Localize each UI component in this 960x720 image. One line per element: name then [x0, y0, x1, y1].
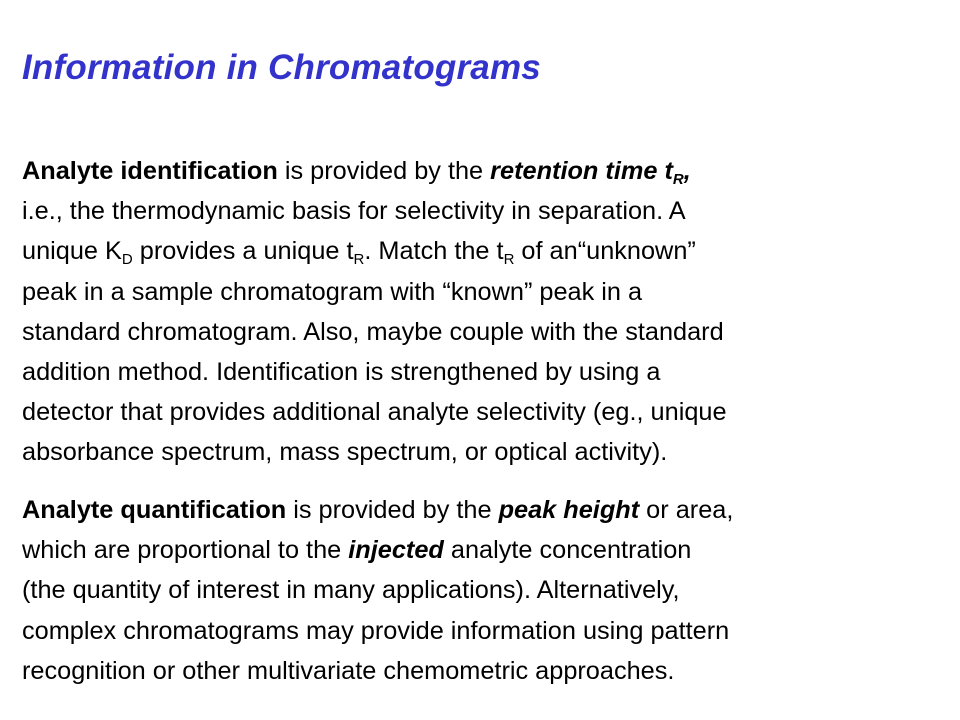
subscript: R [503, 251, 515, 269]
text-run: is provided by the [277, 157, 491, 185]
text-line: complex chromatograms may provide information using pattern [22, 616, 730, 645]
text-run: which are proportional to the [22, 536, 349, 565]
text-run: retention time t [490, 157, 673, 185]
text-line: (the quantity of interest in many applications). Alternatively, [22, 576, 680, 605]
injected-term: injected [348, 536, 444, 565]
text-run: provides a unique t [132, 237, 354, 266]
subscript: R [672, 171, 684, 188]
text-line: absorbance spectrum, mass spectrum, or optical activity). [22, 438, 668, 467]
text-run: . Match the t [364, 237, 504, 266]
analyte-quantification-term: Analyte quantification [22, 496, 287, 524]
text-line: standard chromatogram. Also, maybe couple with the standard [22, 317, 724, 346]
text-line: addition method. Identification is strengthened by using a [22, 358, 661, 387]
text-line [22, 490, 952, 530]
quantification-paragraph [22, 490, 952, 691]
text-line: peak in a sample chromatogram with “known” peak in a [22, 277, 643, 306]
text-line: detector that provides additional analyte selectivity (eg., unique [22, 398, 727, 427]
text-line [22, 151, 952, 191]
text-run: of an“unknown” [514, 237, 696, 266]
text-line: recognition or other multivariate chemometric approaches. [22, 656, 675, 685]
identification-paragraph [22, 151, 952, 473]
retention-time-term [490, 157, 691, 188]
text-run: , [683, 157, 691, 185]
analyte-identification-term: Analyte identification [22, 157, 278, 185]
text-run: is provided by the [286, 496, 499, 524]
subscript: R [353, 251, 365, 269]
text-line [22, 231, 952, 271]
text-line [22, 530, 952, 570]
slide-title: Information in Chromatograms [22, 48, 541, 87]
peak-height-term: peak height [498, 496, 640, 524]
text-run: analyte concentration [443, 536, 692, 565]
text-run: unique K [22, 237, 122, 266]
subscript: D [121, 251, 133, 269]
text-run: or area, [639, 496, 734, 524]
text-line: i.e., the thermodynamic basis for selectivity in separation. A [22, 197, 686, 226]
